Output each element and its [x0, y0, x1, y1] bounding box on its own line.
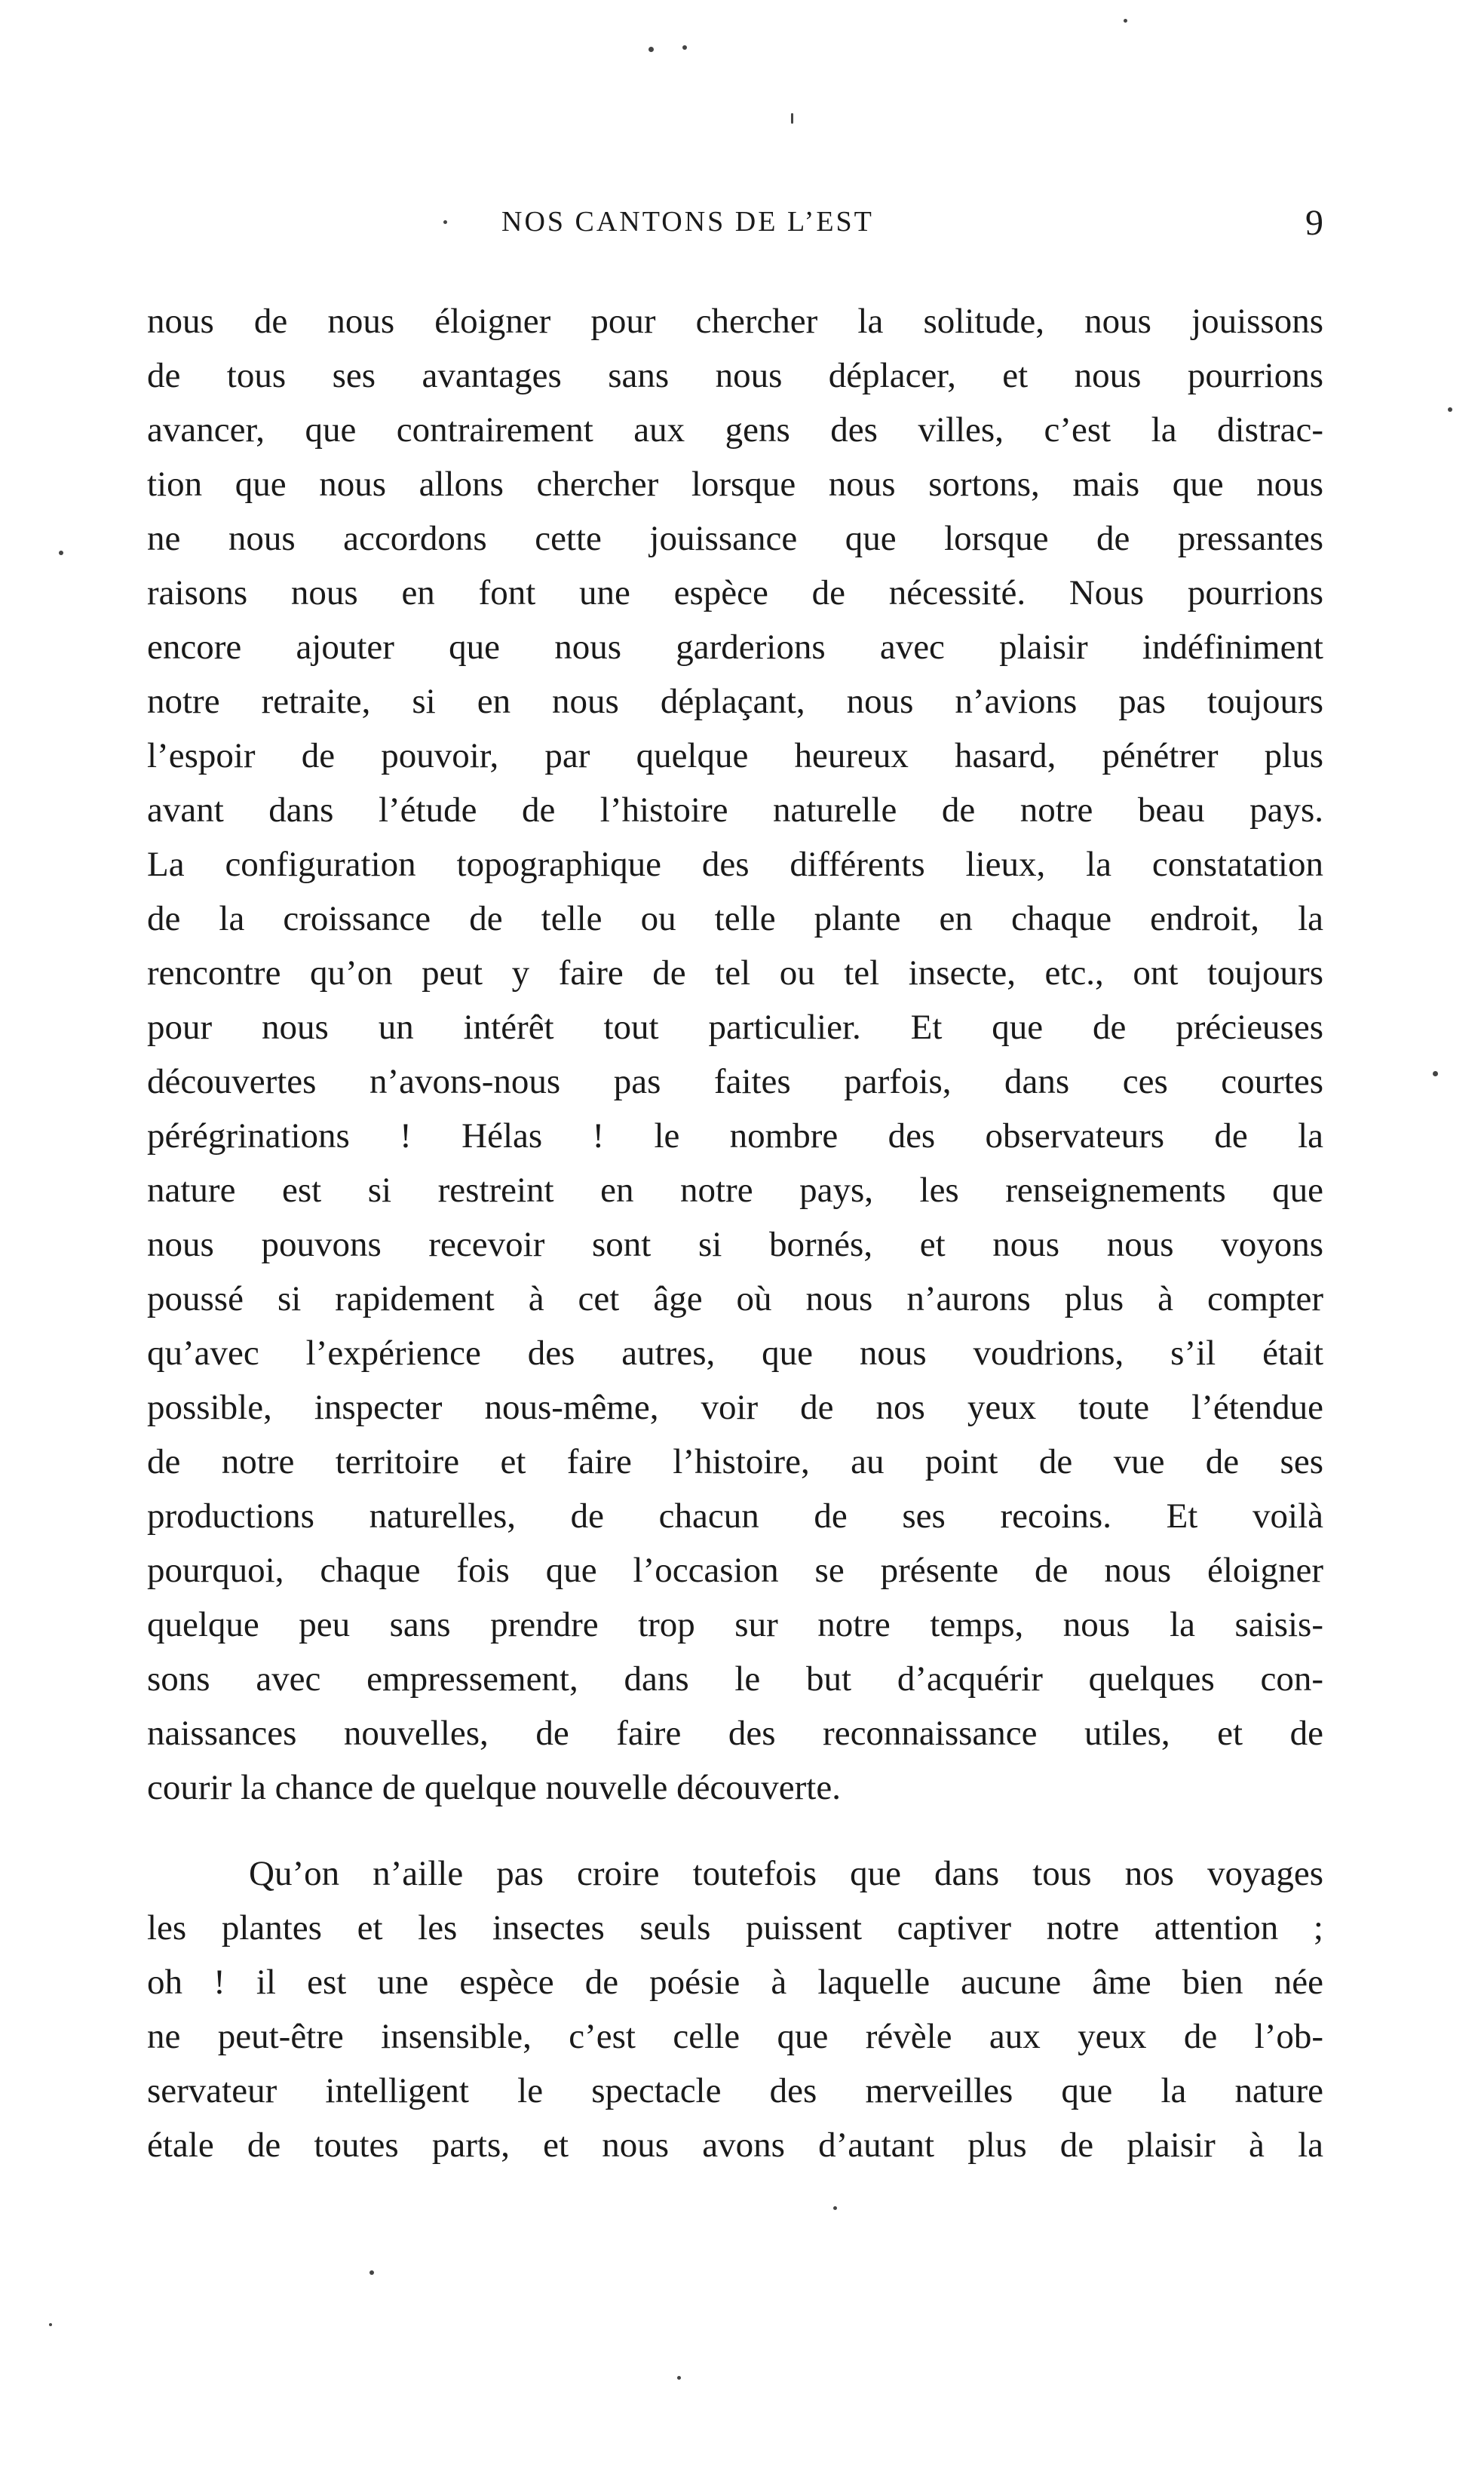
scan-speck — [443, 220, 447, 224]
text-line: tion que nous allons chercher lorsque nous sortons, mais que nous — [147, 465, 1323, 504]
text-line: possible, inspecter nous-même, voir de nos yeux toute l’étendue — [147, 1388, 1323, 1427]
text-line: oh ! il est une espèce de poésie à laquelle aucune âme bien née — [147, 1963, 1323, 2002]
scan-speck — [1124, 19, 1127, 23]
paragraph — [147, 294, 1323, 1815]
text-line: sons avec empressement, dans le but d’acquérir quelques con- — [147, 1659, 1323, 1699]
scan-speck — [682, 45, 687, 50]
page-number: 9 — [1305, 203, 1323, 243]
text-line: encore ajouter que nous garderions avec plaisir indéfiniment — [147, 628, 1323, 667]
scan-speck — [648, 47, 654, 52]
text-line: l’espoir de pouvoir, par quelque heureux hasard, pénétrer plus — [147, 736, 1323, 775]
text-line: ne peut-être insensible, c’est celle que révèle aux yeux de l’ob- — [147, 2017, 1323, 2056]
text-line: nous pouvons recevoir sont si bornés, et nous nous voyons — [147, 1225, 1323, 1264]
text-line: servateur intelligent le spectacle des merveilles que la nature — [147, 2071, 1323, 2110]
scan-speck — [833, 2206, 837, 2210]
text-line: poussé si rapidement à cet âge où nous n’aurons plus à compter — [147, 1279, 1323, 1318]
scan-speck — [677, 2376, 681, 2380]
text-line: Qu’on n’aille pas croire toutefois que dans tous nos voyages — [249, 1854, 1323, 1893]
text-line: courir la chance de quelque nouvelle découverte. — [147, 1768, 841, 1807]
text-line: naissances nouvelles, de faire des reconnaissance utiles, et de — [147, 1714, 1323, 1753]
running-head — [147, 205, 1323, 250]
text-line: pour nous un intérêt tout particulier. Et que de précieuses — [147, 1008, 1323, 1047]
text-line: qu’avec l’expérience des autres, que nous voudrions, s’il était — [147, 1334, 1323, 1373]
running-title: NOS CANTONS DE L’EST — [501, 206, 874, 238]
text-line: quelque peu sans prendre trop sur notre temps, nous la saisis- — [147, 1605, 1323, 1644]
text-line: pérégrinations ! Hélas ! le nombre des observateurs de la — [147, 1116, 1323, 1156]
text-line: nature est si restreint en notre pays, les renseignements que — [147, 1171, 1323, 1210]
text-line: La configuration topographique des différents lieux, la constatation — [147, 845, 1323, 884]
text-line: ne nous accordons cette jouissance que lorsque de pressantes — [147, 519, 1323, 558]
text-line: notre retraite, si en nous déplaçant, nous n’avions pas toujours — [147, 682, 1323, 721]
scan-speck — [1433, 1071, 1438, 1076]
scan-speck — [1448, 407, 1452, 412]
paragraph — [147, 1846, 1323, 2172]
scan-speck — [49, 2323, 52, 2326]
scan-speck — [369, 2270, 374, 2275]
text-line: productions naturelles, de chacun de ses recoins. Et voilà — [147, 1496, 1323, 1536]
text-line: découvertes n’avons-nous pas faites parfois, dans ces courtes — [147, 1062, 1323, 1101]
text-line: avant dans l’étude de l’histoire naturelle de notre beau pays. — [147, 790, 1323, 830]
text-line: de la croissance de telle ou telle plante en chaque endroit, la — [147, 899, 1323, 938]
text-line: raisons nous en font une espèce de nécessité. Nous pourrions — [147, 573, 1323, 612]
text-line: de notre territoire et faire l’histoire, au point de vue de ses — [147, 1442, 1323, 1481]
scan-speck — [791, 113, 793, 124]
paragraph-gap — [147, 1815, 1323, 1846]
body-text — [147, 294, 1323, 2172]
text-line: rencontre qu’on peut y faire de tel ou tel insecte, etc., ont toujours — [147, 953, 1323, 993]
text-line: étale de toutes parts, et nous avons d’autant plus de plaisir à la — [147, 2126, 1323, 2165]
text-line: nous de nous éloigner pour chercher la solitude, nous jouissons — [147, 302, 1323, 341]
text-line: avancer, que contrairement aux gens des villes, c’est la distrac- — [147, 410, 1323, 450]
scan-speck — [59, 551, 63, 555]
text-line: les plantes et les insectes seuls puissent captiver notre attention ; — [147, 1908, 1323, 1948]
text-line: de tous ses avantages sans nous déplacer, et nous pourrions — [147, 356, 1323, 395]
text-line: pourquoi, chaque fois que l’occasion se présente de nous éloigner — [147, 1551, 1323, 1590]
